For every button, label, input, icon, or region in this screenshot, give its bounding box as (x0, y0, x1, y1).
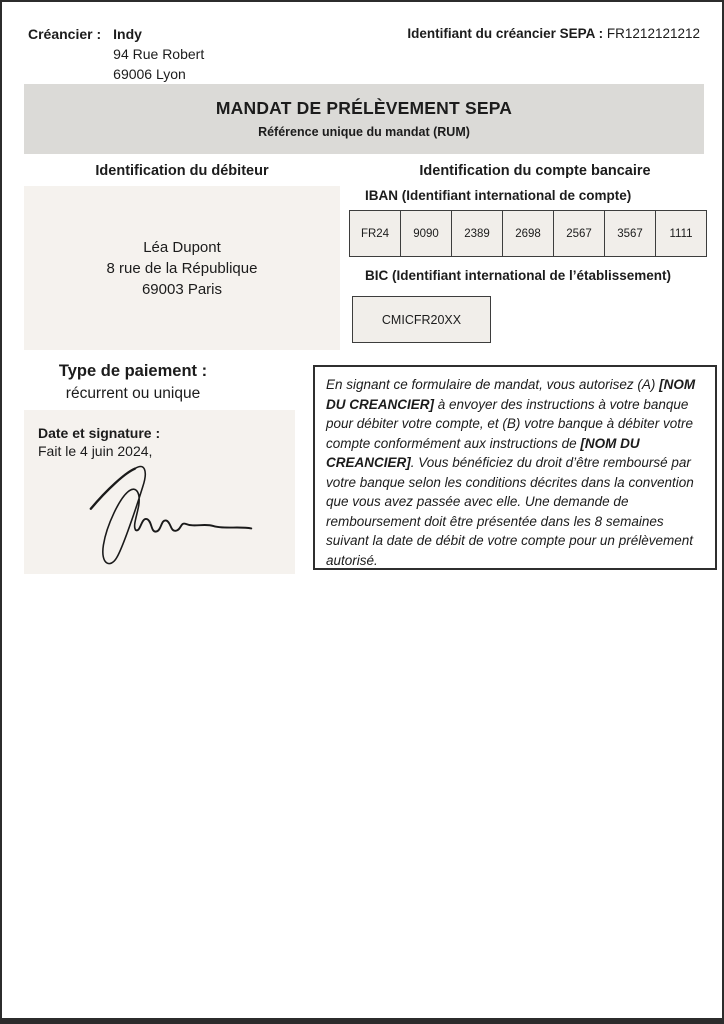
iban-cell: 2567 (554, 211, 605, 256)
legal-text-segment: . Vous bénéficiez du droit d’être remboursé par votre banque selon les conditions décrites dans la convention que vous avez passée avec elle. Une demande de remboursement doit être présentée dans les 8 semaines suivant la date de débit de votre compte pour un prélèvement autorisé. (326, 455, 694, 568)
debtor-section-heading: Identification du débiteur (95, 163, 269, 179)
sepa-creditor-id (407, 26, 700, 41)
creditor-block (28, 24, 204, 84)
iban-label: IBAN (Identifiant international de compte) (365, 188, 632, 203)
debtor-info-panel (24, 186, 340, 350)
payment-type-value: récurrent ou unique (65, 385, 201, 402)
title-band (24, 84, 704, 154)
bic-value: CMICFR20XX (381, 312, 462, 327)
iban-cell: 2389 (452, 211, 503, 256)
iban-cell: 9090 (401, 211, 452, 256)
sepa-creditor-id-label: Identifiant du créancier SEPA : (407, 26, 604, 41)
iban-cell: 3567 (605, 211, 656, 256)
signature-panel (24, 410, 295, 574)
legal-creditor-placeholder: [NOM DU CREANCIER] (326, 435, 640, 470)
payment-type-heading: Type de paiement : (58, 362, 208, 380)
legal-text-box (313, 365, 717, 570)
sepa-creditor-id-value: FR1212121212 (606, 26, 700, 41)
mandate-title: MANDAT DE PRÉLÈVEMENT SEPA (215, 98, 513, 118)
debtor-city: 69003 Paris (141, 280, 223, 298)
signature-label: Date et signature : (38, 425, 161, 441)
creditor-label: Créancier : (28, 26, 102, 42)
payment-type-block (24, 362, 242, 403)
legal-text (326, 375, 704, 570)
debtor-details (107, 237, 258, 300)
iban-cell: FR24 (350, 211, 401, 256)
debtor-address: 8 rue de la République (106, 259, 258, 277)
debtor-name: Léa Dupont (143, 238, 221, 256)
legal-text-segment: à envoyer des instructions à votre banque pour débiter votre compte, et (B) votre banque à débiter votre compte conformément aux instructions de (326, 396, 693, 451)
bank-section-heading: Identification du compte bancaire (419, 163, 651, 179)
iban-table (349, 210, 707, 257)
creditor-address-line1: 94 Rue Robert (113, 46, 205, 62)
creditor-name: Indy (113, 26, 142, 42)
iban-cell: 1111 (669, 227, 693, 240)
handwritten-signature-icon (80, 460, 270, 578)
signature-date: Fait le 4 juin 2024, (38, 443, 153, 459)
creditor-address-line2: 69006 Lyon (113, 66, 186, 82)
mandate-subtitle: Référence unique du mandat (RUM) (258, 125, 470, 139)
bic-box (352, 296, 491, 343)
bic-label: BIC (Identifiant international de l’établissement) (365, 268, 672, 283)
legal-creditor-placeholder: [NOM DU CREANCIER] (326, 377, 696, 412)
creditor-details (113, 24, 204, 84)
legal-text-segment: En signant ce formulaire de mandat, vous autorisez (A) (326, 377, 660, 392)
iban-cell: 2698 (503, 211, 554, 256)
